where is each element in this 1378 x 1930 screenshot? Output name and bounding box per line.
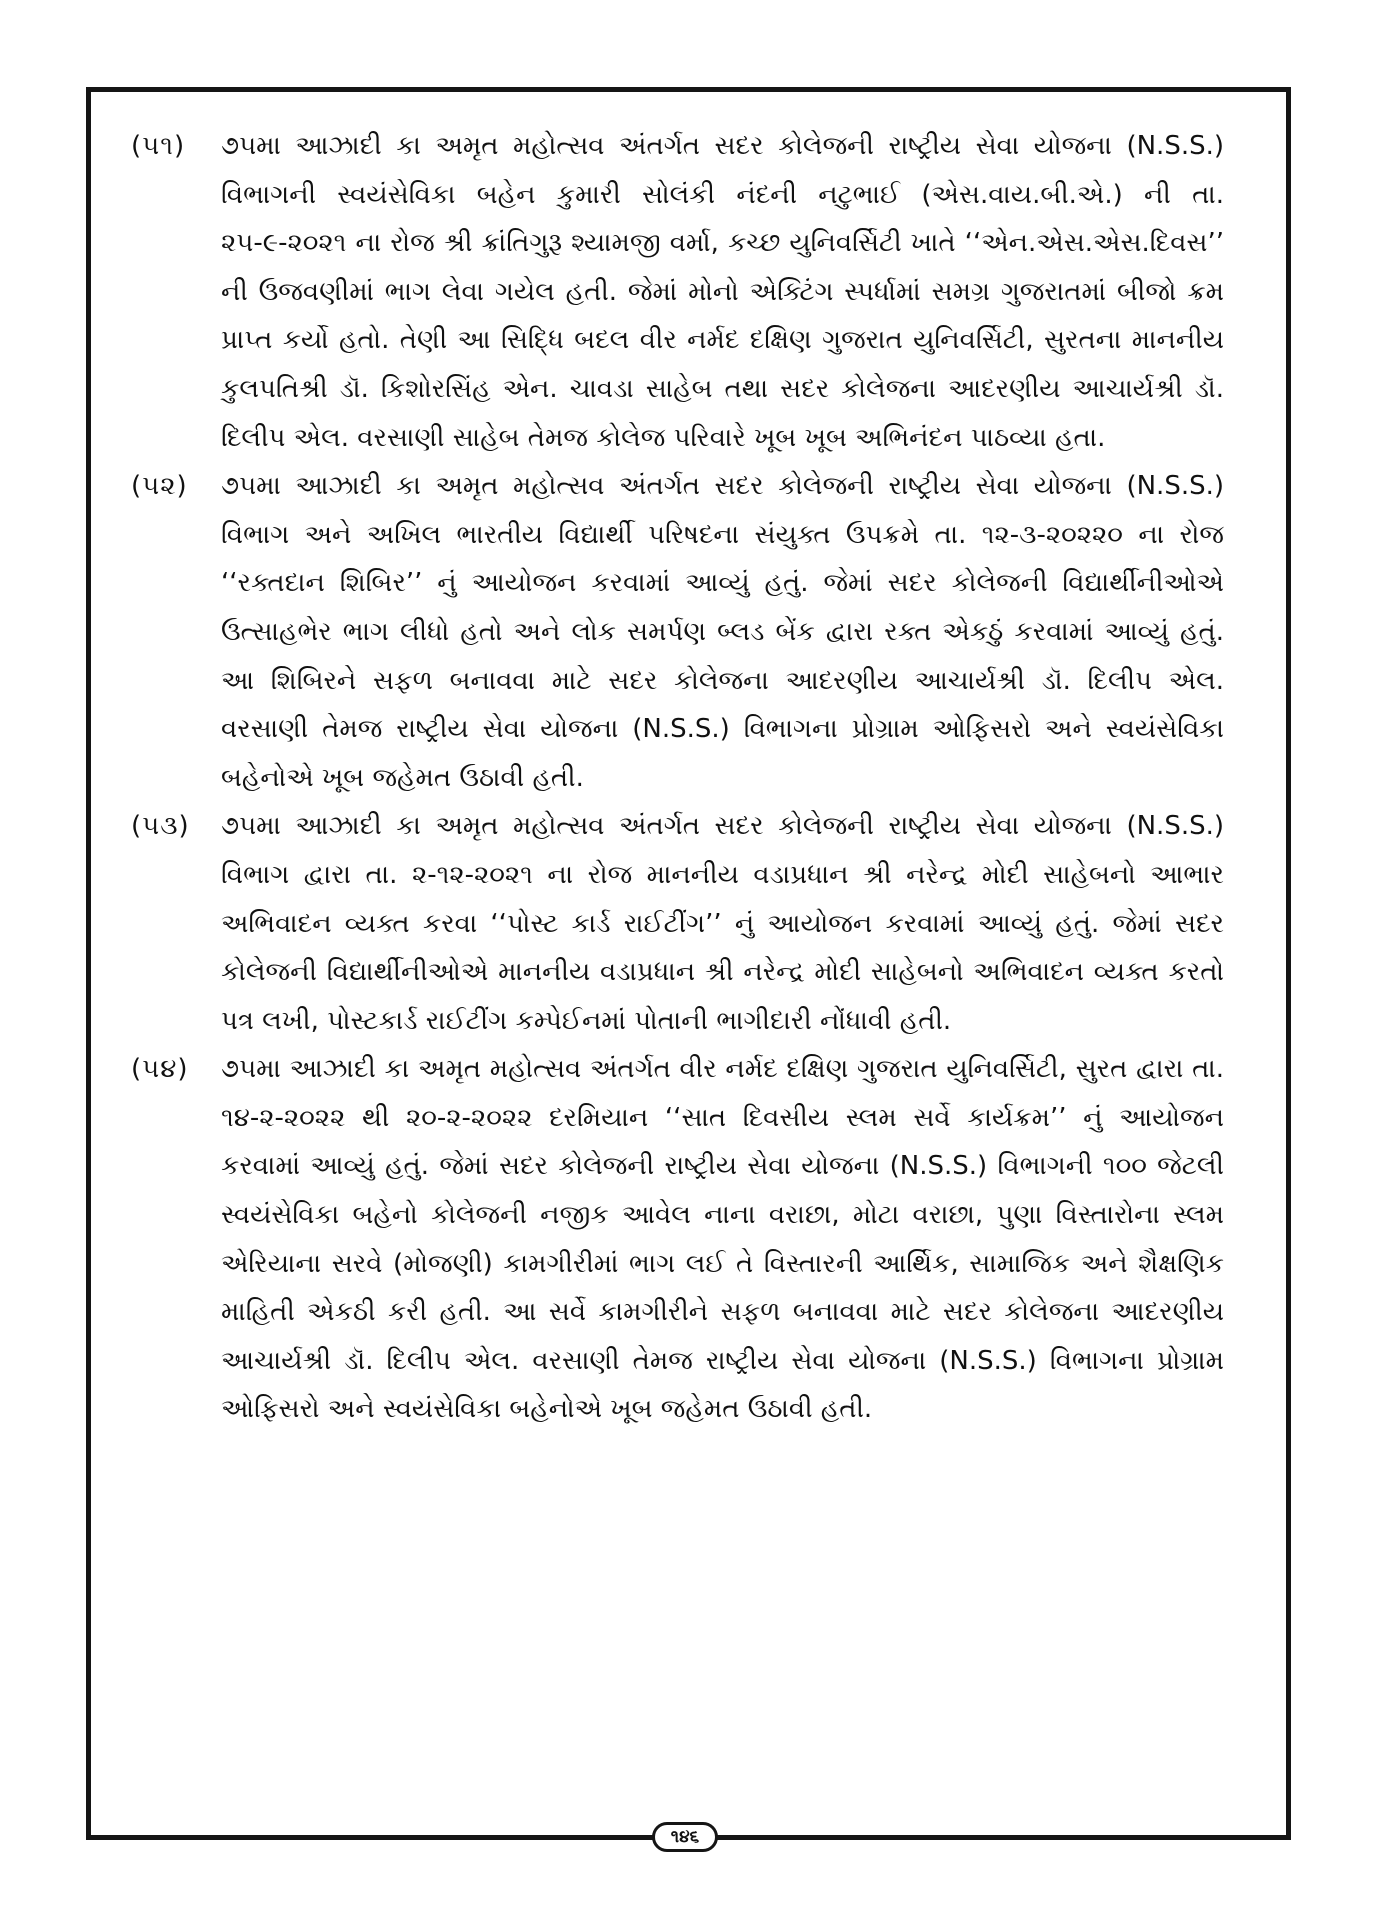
report-item: [91, 462, 1286, 802]
item-paragraph: ૭૫મા આઝાદી કા અમૃત મહોત્સવ અંતર્ગત સદર કોલેજની રાષ્ટ્રીય સેવા યોજના (N.S.S.) વિભાગ દ્વારા તા. ૨-૧૨-૨૦૨૧ ના રોજ માનનીય વડાપ્રધાન શ્રી નરેન્દ્ર મોદી સાહેબનો આભાર અભિવાદન વ્યક્ત કરવા ‘‘પોસ્ટ કાર્ડ રાઈટીંગ’’ નું આયોજન કરવામાં આવ્યું હતું. જેમાં સદર કોલેજની વિદ્યાર્થીનીઓએ માનનીય વડાપ્રધાન શ્રી નરેન્દ્ર મોદી સાહેબનો અભિવાદન વ્યક્ત કરતો પત્ર લખી, પોસ્ટકાર્ડ રાઈટીંગ કમ્પેઈનમાં પોતાની ભાગીદારી નોંધાવી હતી.: [221, 811, 1224, 1036]
page-number-badge: ૧૪૬: [652, 1822, 718, 1852]
item-paragraph: ૭૫મા આઝાદી કા અમૃત મહોત્સવ અંતર્ગત સદર કોલેજની રાષ્ટ્રીય સેવા યોજના (N.S.S.) વિભાગની સ્વયંસેવિકા બહેન કુમારી સોલંકી નંદની નટુભાઈ (એસ.વાય.બી.એ.) ની તા. ૨૫-૯-૨૦૨૧ ના રોજ શ્રી ક્રાંતિગુરૂ શ્યામજી વર્મા, કચ્છ યુનિવર્સિટી ખાતે ‘‘એન.એસ.એસ.દિવસ’’ ની ઉજવણીમાં ભાગ લેવા ગયેલ હતી. જેમાં મોનો એક્ટિંગ સ્પર્ધામાં સમગ્ર ગુજરાતમાં બીજો ક્રમ પ્રાપ્ત કર્યો હતો. તેણી આ સિદ્ધિ બદલ વીર નર્મદ દક્ષિણ ગુજરાત યુનિવર્સિટી, સુરતના માનનીય કુલપતિશ્રી ડૉ. કિશોરસિંહ એન. ચાવડા સાહેબ તથા સદર કોલેજના આદરણીય આચાર્યશ્રી ડૉ. દિલીપ એલ. વરસાણી સાહેબ તેમજ કોલેજ પરિવારે ખૂબ ખૂબ અભિનંદન પાઠવ્યા હતા.: [221, 131, 1224, 453]
item-number: (૫૪): [131, 1054, 189, 1085]
item-paragraph: ૭૫મા આઝાદી કા અમૃત મહોત્સવ અંતર્ગત વીર નર્મદ દક્ષિણ ગુજરાત યુનિવર્સિટી, સુરત દ્વારા તા. ૧૪-૨-૨૦૨૨ થી ૨૦-૨-૨૦૨૨ દરમિયાન ‘‘સાત દિવસીય સ્લમ સર્વે કાર્યક્રમ’’ નું આયોજન કરવામાં આવ્યું હતું. જેમાં સદર કોલેજની રાષ્ટ્રીય સેવા યોજના (N.S.S.) વિભાગની ૧૦૦ જેટલી સ્વયંસેવિકા બહેનો કોલેજની નજીક આવેલ નાના વરાછા, મોટા વરાછા, પુણા વિસ્તારોના સ્લમ એરિયાના સરવે (મોજણી) કામગીરીમાં ભાગ લઈ તે વિસ્તારની આર્થિક, સામાજિક અને શૈક્ષણિક માહિતી એકઠી કરી હતી. આ સર્વે કામગીરીને સફળ બનાવવા માટે સદર કોલેજના આદરણીય આચાર્યશ્રી ડૉ. દિલીપ એલ. વરસાણી તેમજ રાષ્ટ્રીય સેવા યોજના (N.S.S.) વિભાગના પ્રોગ્રામ ઓફિસરો અને સ્વયંસેવિકા બહેનોએ ખૂબ જહેમત ઉઠાવી હતી.: [221, 1054, 1224, 1425]
page-border-frame: [86, 87, 1291, 1840]
item-paragraph: ૭૫મા આઝાદી કા અમૃત મહોત્સવ અંતર્ગત સદર કોલેજની રાષ્ટ્રીય સેવા યોજના (N.S.S.) વિભાગ અને અખિલ ભારતીય વિદ્યાર્થી પરિષદના સંયુક્ત ઉપક્રમે તા. ૧૨-૩-૨૦૨૨૦ ના રોજ ‘‘રક્તદાન શિબિર’’ નું આયોજન કરવામાં આવ્યું હતું. જેમાં સદર કોલેજની વિદ્યાર્થીનીઓએ ઉત્સાહભેર ભાગ લીધો હતો અને લોક સમર્પણ બ્લડ બેંક દ્વારા રક્ત એકઠું કરવામાં આવ્યું હતું. આ શિબિરને સફળ બનાવવા માટે સદર કોલેજના આદરણીય આચાર્યશ્રી ડૉ. દિલીપ એલ. વરસાણી તેમજ રાષ્ટ્રીય સેવા યોજના (N.S.S.) વિભાગના પ્રોગ્રામ ઓફિસરો અને સ્વયંસેવિકા બહેનોએ ખૂબ જહેમત ઉઠાવી હતી.: [221, 471, 1224, 793]
report-item: [91, 122, 1286, 462]
report-item: [91, 1045, 1286, 1434]
item-number: (૫૩): [131, 811, 190, 842]
report-item: [91, 802, 1286, 1045]
item-number: (૫૧): [131, 131, 186, 161]
report-item-list: [91, 122, 1286, 1434]
item-number: (૫૨): [131, 471, 188, 502]
